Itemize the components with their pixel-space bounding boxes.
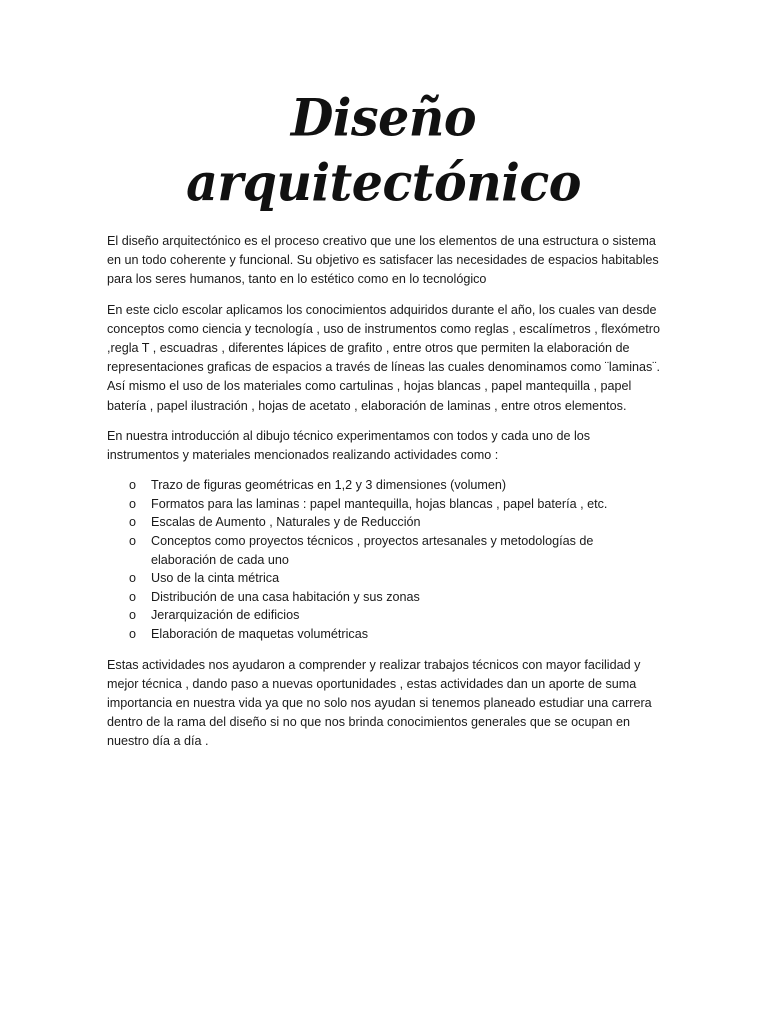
document-title: Diseño arquitectónico — [186, 87, 581, 213]
circle-bullet-icon: o — [129, 515, 137, 530]
list-item-text: Formatos para las laminas : papel mantequilla, hojas blancas , papel batería , etc. — [151, 496, 608, 511]
list-item-text: Uso de la cinta métrica — [151, 571, 280, 586]
closing-paragraph: Estas actividades nos ayudaron a comprender y realizar trabajos técnicos con mayor facilidad y mejor técnica , dando paso a nuevas oportunidades , estas actividades dan un aporte de suma importancia en nuestra vida ya que no solo nos ayudan si tenemos planeado estudiar una carrera dentro de la rama del diseño si no que nos brinda conocimientos generales que se ocupan en nuestro día a día . — [107, 657, 652, 749]
list-item-text: Jerarquización de edificios — [151, 608, 300, 623]
list-item-text: Conceptos como proyectos técnicos , proyectos artesanales y metodologías de elaboración de cada uno — [151, 534, 594, 567]
activities-list — [107, 476, 660, 643]
circle-bullet-icon: o — [129, 478, 137, 493]
list-item — [107, 532, 660, 569]
list-item — [107, 476, 660, 495]
circle-bullet-icon: o — [129, 608, 137, 623]
list-item-text: Elaboración de maquetas volumétricas — [151, 626, 369, 641]
list-item — [107, 606, 660, 625]
school-cycle-paragraph: En este ciclo escolar aplicamos los conocimientos adquiridos durante el año, los cuales van desde conceptos como ciencia y tecnología , uso de instrumentos como reglas , escalímetros , flexómetro ,regla T , escuadras , diferentes lápices de grafito , entre otros que permiten la elaboración de representaciones graficas de espacios a través de líneas las cuales denominamos como ¨laminas¨. Así mismo el uso de los materiales como cartulinas , hojas blancas , papel mantequilla , papel batería , papel ilustración , hojas de acetato , elaboración de laminas , entre otros elementos. — [107, 302, 661, 413]
circle-bullet-icon: o — [129, 571, 137, 586]
list-item-text: Escalas de Aumento , Naturales y de Reducción — [151, 515, 421, 530]
list-item — [107, 513, 660, 532]
list-item-text: Distribución de una casa habitación y sus zonas — [151, 589, 420, 604]
activities-intro-paragraph: En nuestra introducción al dibujo técnico experimentamos con todos y cada uno de los instrumentos y materiales mencionados realizando actividades como : — [107, 428, 591, 463]
list-item — [107, 625, 660, 644]
list-item — [107, 569, 660, 588]
intro-paragraph: El diseño arquitectónico es el proceso creativo que une los elementos de una estructura o sistema en un todo coherente y funcional. Su objetivo es satisfacer las necesidades de espacios habitables para los seres humanos, tanto en lo estético como en lo tecnológico — [107, 234, 659, 287]
circle-bullet-icon: o — [129, 589, 137, 604]
list-item-text: Trazo de figuras geométricas en 1,2 y 3 dimensiones (volumen) — [151, 478, 507, 493]
list-item — [107, 588, 660, 607]
circle-bullet-icon: o — [129, 626, 137, 641]
circle-bullet-icon: o — [129, 534, 137, 549]
circle-bullet-icon: o — [129, 496, 137, 511]
list-item — [107, 495, 660, 514]
